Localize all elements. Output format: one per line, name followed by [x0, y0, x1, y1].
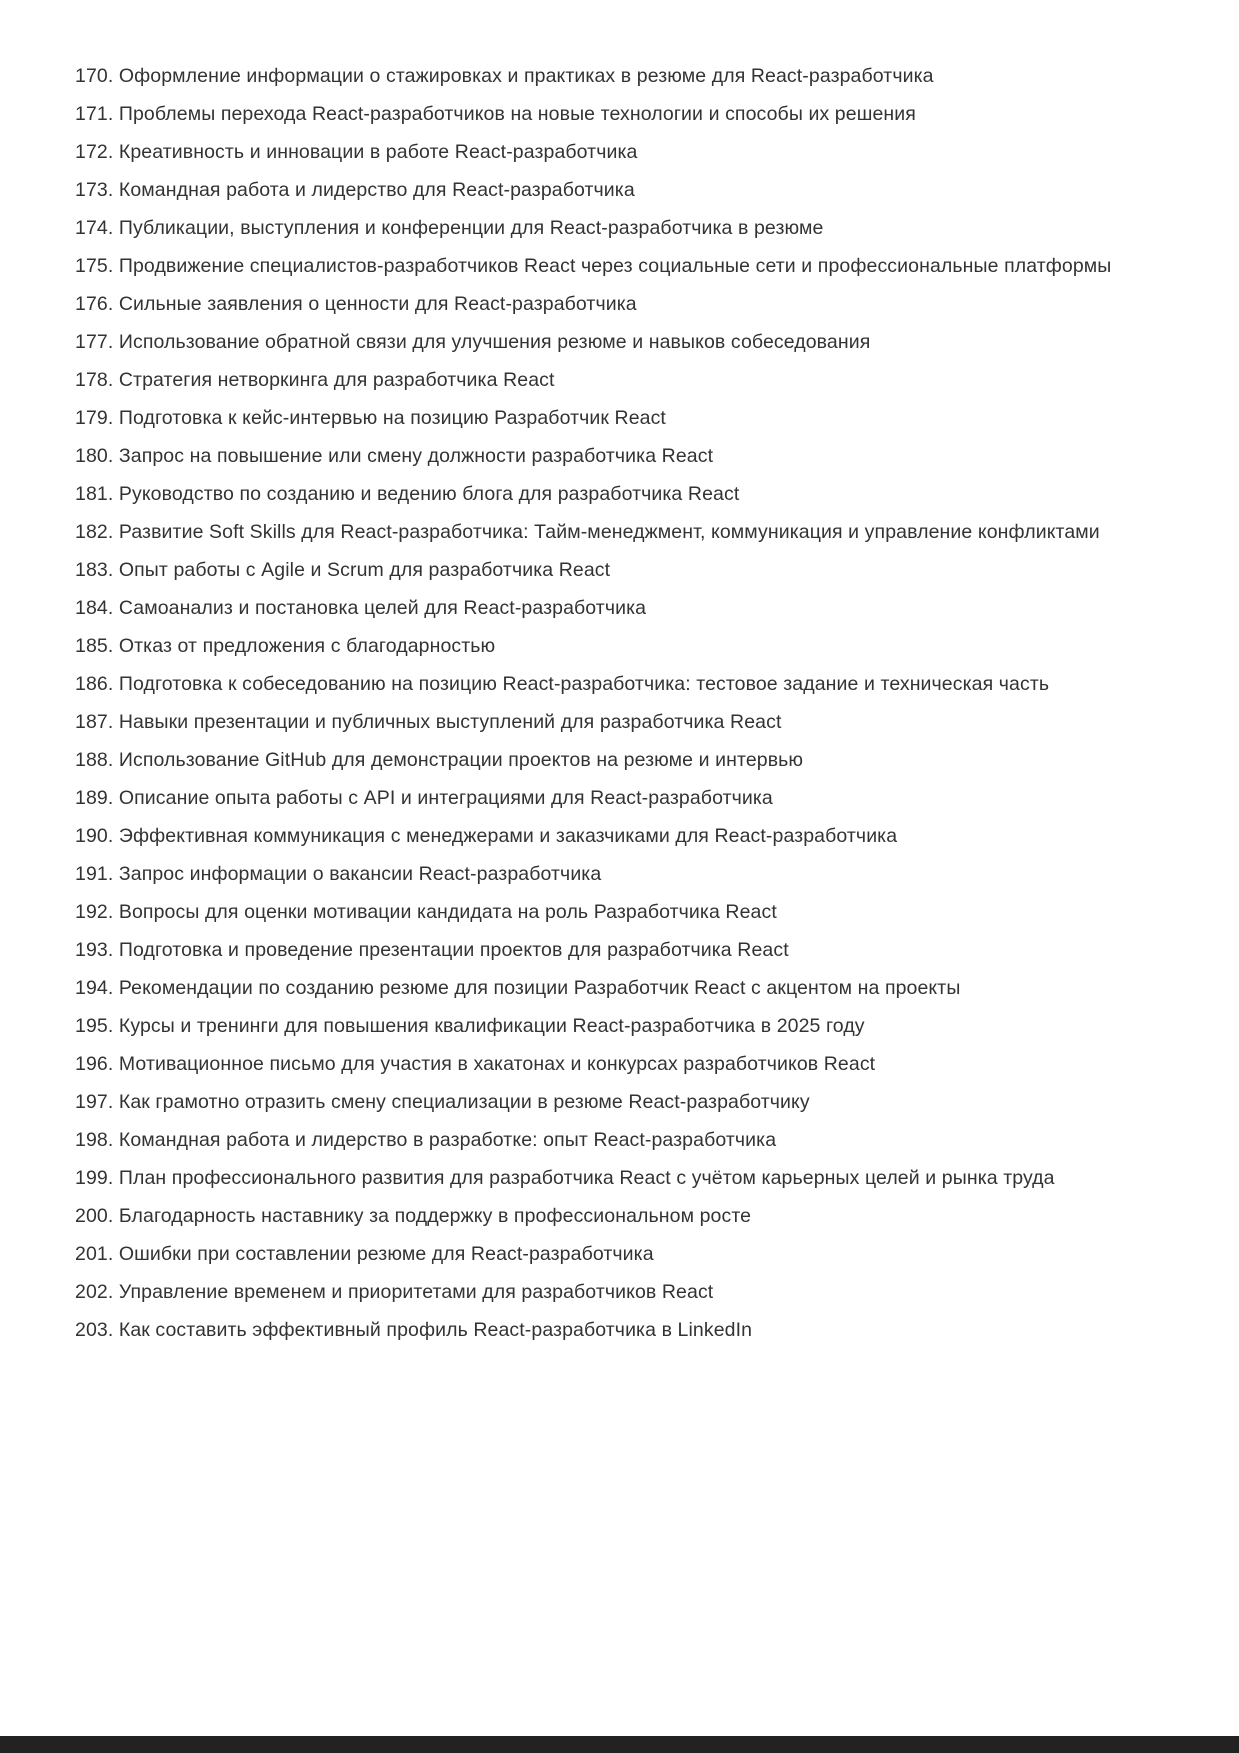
list-item: 173. Командная работа и лидерство для React-разработчика: [75, 179, 635, 201]
numbered-topic-list: [75, 57, 1170, 1349]
list-item: 191. Запрос информации о вакансии React-разработчика: [75, 863, 602, 885]
list-item: 174. Публикации, выступления и конференции для React-разработчика в резюме: [75, 217, 824, 239]
list-item: 200. Благодарность наставнику за поддержку в профессиональном росте: [75, 1205, 752, 1227]
list-item: 185. Отказ от предложения с благодарностью: [75, 635, 496, 657]
list-item: 183. Опыт работы с Agile и Scrum для разработчика React: [75, 559, 611, 581]
list-item: 180. Запрос на повышение или смену должности разработчика React: [75, 445, 714, 467]
list-item: 182. Развитие Soft Skills для React-разработчика: Тайм-менеджмент, коммуникация и управление конфликтами: [75, 521, 1100, 543]
list-item: 184. Самоанализ и постановка целей для React-разработчика: [75, 597, 647, 619]
list-item: 178. Стратегия нетворкинга для разработчика React: [75, 369, 555, 391]
list-item: 181. Руководство по созданию и ведению блога для разработчика React: [75, 483, 740, 505]
list-item: 201. Ошибки при составлении резюме для React-разработчика: [75, 1243, 654, 1265]
list-item: 203. Как составить эффективный профиль React-разработчика в LinkedIn: [75, 1319, 753, 1341]
list-item: 170. Оформление информации о стажировках и практиках в резюме для React-разработчика: [75, 65, 934, 87]
list-item: 195. Курсы и тренинги для повышения квалификации React-разработчика в 2025 году: [75, 1015, 865, 1037]
list-item: 175. Продвижение специалистов-разработчиков React через социальные сети и профессиональные платформы: [75, 255, 1112, 277]
list-item: 194. Рекомендации по созданию резюме для позиции Разработчик React с акцентом на проекты: [75, 977, 961, 999]
list-item: 176. Сильные заявления о ценности для React-разработчика: [75, 293, 637, 315]
list-item: 171. Проблемы перехода React-разработчиков на новые технологии и способы их решения: [75, 103, 916, 125]
list-item: 190. Эффективная коммуникация с менеджерами и заказчиками для React-разработчика: [75, 825, 898, 847]
list-item: 199. План профессионального развития для разработчика React с учётом карьерных целей и рынка труда: [75, 1167, 1055, 1189]
list-item: 186. Подготовка к собеседованию на позицию React-разработчика: тестовое задание и техническая часть: [75, 673, 1050, 695]
list-item: 196. Мотивационное письмо для участия в хакатонах и конкурсах разработчиков React: [75, 1053, 876, 1075]
list-item: 197. Как грамотно отразить смену специализации в резюме React-разработчику: [75, 1091, 810, 1113]
list-item: 198. Командная работа и лидерство в разработке: опыт React-разработчика: [75, 1129, 777, 1151]
list-item: 172. Креативность и инновации в работе React-разработчика: [75, 141, 638, 163]
list-item: 179. Подготовка к кейс-интервью на позицию Разработчик React: [75, 407, 666, 429]
list-item: 193. Подготовка и проведение презентации проектов для разработчика React: [75, 939, 789, 961]
bottom-taskbar-strip: [0, 1736, 1239, 1753]
list-item: 177. Использование обратной связи для улучшения резюме и навыков собеседования: [75, 331, 871, 353]
list-item: 187. Навыки презентации и публичных выступлений для разработчика React: [75, 711, 782, 733]
list-item: 189. Описание опыта работы с API и интеграциями для React-разработчика: [75, 787, 773, 809]
list-item: 192. Вопросы для оценки мотивации кандидата на роль Разработчика React: [75, 901, 777, 923]
list-item: 202. Управление временем и приоритетами для разработчиков React: [75, 1281, 714, 1303]
list-item: 188. Использование GitHub для демонстрации проектов на резюме и интервью: [75, 749, 804, 771]
